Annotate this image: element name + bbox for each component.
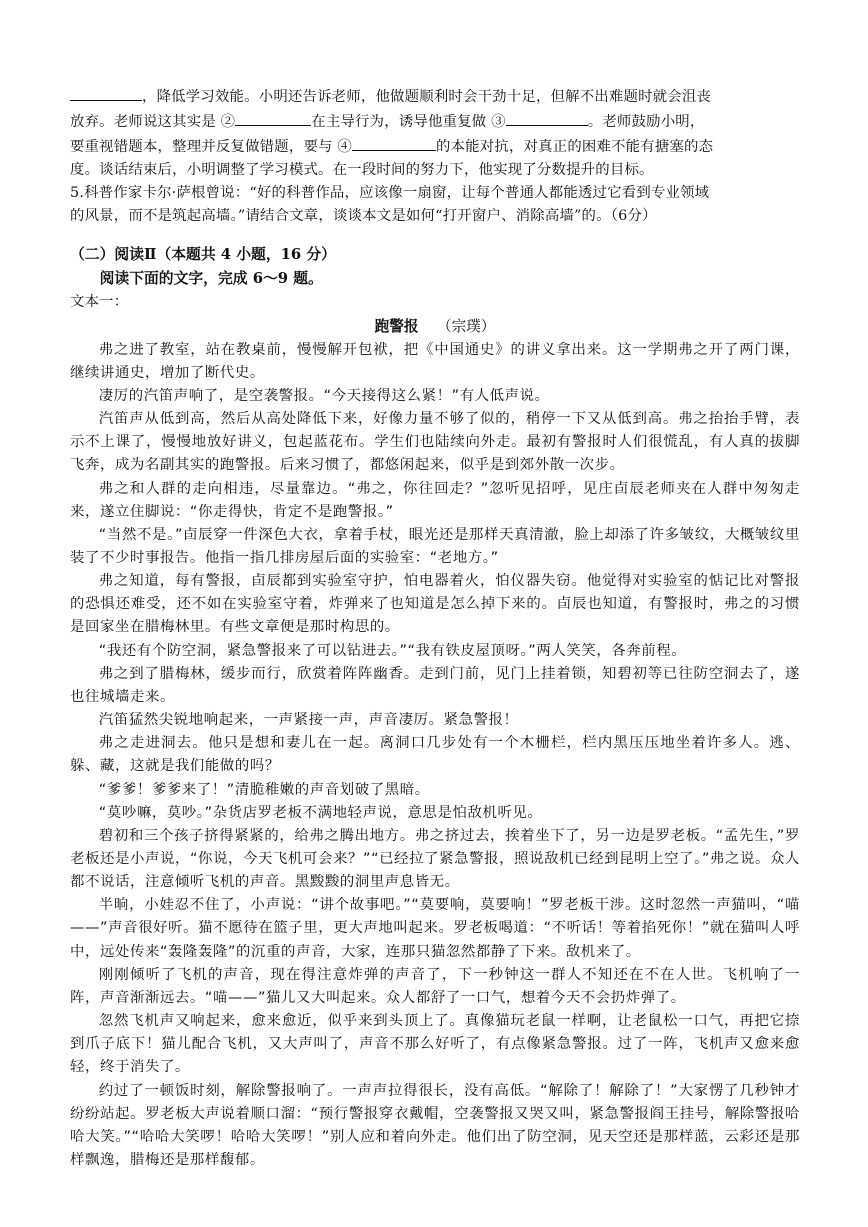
story-paragraph: 弗之知道，每有警报，卣辰都到实验室守护，怕电器着火，怕仪器失窃。他觉得对实验室的惦记比对警报的恐惧还难受，还不如在实验室守着，炸弹来了也知道是怎么掉下来的。卣辰也知道，有警报时，弗之的习惯是回家坐在腊梅林里。有些文章便是那时构思的。: [70, 573, 800, 636]
answer-blank-1[interactable]: [70, 84, 142, 101]
question-4-tail: [70, 84, 800, 182]
q4-line-2: [70, 109, 800, 134]
section-gap: [70, 229, 800, 243]
story-paragraph: 碧初和三个孩子挤得紧紧的，给弗之腾出地方。弗之挤过去，挨着坐下了，另一边是罗老板。“孟先生，”罗老板还是小声说，“你说，今天飞机可会来？”“已经拉了紧急警报，照说敌机已经到昆明上空了。”弗之说。众人都不说话，注意倾听飞机的声音。黑黢黢的洞里声息皆无。: [70, 827, 800, 891]
story-paragraph: “莫吵嘛，莫吵。”杂货店罗老板不满地轻声说，意思是怕敌机听见。: [98, 804, 543, 821]
story-author: （宗璞）: [436, 317, 496, 335]
story-paragraph: 弗之和人群的走向相违，尽量靠边。“弗之，你往回走？”忽听见招呼，见庄卣辰老师夹在人群中匆匆走来，遂立住脚说：“你走得快，肯定不是跑警报。”: [70, 480, 800, 520]
answer-blank-2[interactable]: [235, 109, 311, 126]
question-5: [70, 182, 800, 228]
q4-line-3-text-b: 的本能对抗，对真正的困难不能有搪塞的态: [436, 139, 714, 156]
story-paragraph: 约过了一顿饭时刻，解除警报响了。一声声拉得很长，没有高低。“解除了！解除了！”大家愣了几秒钟才纷纷站起。罗老板大声说着顺口溜：“预行警报穿衣戴帽，空袭警报又哭又叫，紧急警报阎王挂号，解除警报哈哈大笑。”“哈哈大笑啰！哈哈大笑啰！”别人应和着向外走。他们出了防空洞，见天空还是那样蓝，云彩还是那样飘逸，腊梅还是那样馥郁。: [70, 1082, 800, 1169]
q4-line-1-text: ，降低学习效能。小明还告诉老师，他做题顺利时会干劲十足，但解不出难题时就会沮丧: [142, 89, 712, 105]
story-paragraph: 刚刚倾听了飞机的声音，现在得注意炸弹的声音了，下一秒钟这一群人不知还在不在人世。飞机响了一阵，声音渐渐远去。“喵——”猫儿又大叫起来。众人都舒了一口气，想着今天不会扔炸弹了。: [70, 966, 800, 1006]
story-paragraph: 凄厉的汽笛声响了，是空袭警报。“今天接得这么紧！”有人低声说。: [98, 387, 550, 404]
story-paragraph: “当然不是。”卣辰穿一件深色大衣，拿着手杖，眼光还是那样天真清澈，脸上却添了许多皱纹，大概皱纹里装了不少时事报告。他指一指几排房屋后面的实验室：“老地方。”: [70, 526, 800, 566]
q4-line-3-text-a: 要重视错题本，整理并反复做错题，要与 ④: [70, 139, 352, 156]
story-paragraph: 弗之到了腊梅林，缓步而行，欣赏着阵阵幽香。走到门前，见门上挂着锁，知碧初等已往防空洞去了，遂也往城墙走来。: [70, 665, 800, 705]
q5-line-2: 的风景，而不是筑起高墙。”请结合文章，谈谈本文是如何“打开窗户、消除高墙”的。（6分）: [70, 208, 657, 225]
story-paragraph: 弗之进了教室，站在教桌前，慢慢解开包袱，把《中国通史》的讲义拿出来。这一学期弗之开了两门课，继续讲通史，增加了断代史。: [70, 341, 800, 381]
page-content: [70, 84, 800, 1172]
q4-line-4: 度。谈话结束后，小明调整了学习模式。在一段时间的努力下，他实现了分数提升的目标。: [70, 162, 654, 179]
section-heading: （二）阅读Ⅱ（本题共 4 小题，16 分）: [70, 245, 336, 263]
story-paragraph: “爹爹！爹爹来了！”清脆稚嫩的声音划破了黑暗。: [98, 781, 430, 798]
story-paragraph: 忽然飞机声又响起来，愈来愈近，似乎来到头顶上了。真像猫玩老鼠一样啊，让老鼠松一口气，再把它捺到爪子底下！猫儿配合飞机，又大声叫了，声音不那么好听了，有点像紧急警报。过了一阵，飞机声又愈来愈轻，终于消失了。: [70, 1013, 800, 1076]
answer-blank-3[interactable]: [506, 109, 588, 126]
q4-line-1: [70, 84, 800, 109]
text-label: 文本一：: [70, 293, 129, 310]
story-paragraph: “我还有个防空洞，紧急警报来了可以钻进去。”“我有铁皮屋顶呀。”两人笑笑，各奔前程。: [98, 642, 687, 659]
story-paragraph: 汽笛猛然尖锐地响起来，一声紧接一声，声音凄厉。紧急警报！: [98, 712, 519, 729]
story-body: [70, 339, 800, 1173]
story-paragraph: 弗之走进洞去。他只是想和妻儿在一起。离洞口几步处有一个木栅栏，栏内黑压压地坐着许多人。逃、躲、藏，这就是我们能做的吗？: [70, 735, 800, 775]
q4-line-3: [70, 134, 800, 159]
section-instruction: 阅读下面的文字，完成 6～9 题。: [99, 269, 323, 287]
q4-line-2-text-c: 。老师鼓励小明，: [587, 114, 705, 131]
story-title: 跑警报: [374, 317, 419, 335]
story-title-line: [70, 315, 800, 339]
story-paragraph: 汽笛声从低到高，然后从高处降低下来，好像力量不够了似的，稍停一下又从低到高。弗之抬抬手臂，表示不上课了，慢慢地放好讲义，包起蓝花布。学生们也陆续向外走。最初有警报时人们很慌乱，有人真的拔脚飞奔，成为名副其实的跑警报。后来习惯了，都悠闲起来，似乎是到郊外散一次步。: [70, 411, 800, 474]
q5-line-1: 5.科普作家卡尔·萨根曾说：“好的科普作品，应该像一扇窗，让每个普通人都能透过它看到专业领域: [70, 185, 710, 202]
story-paragraph: 半晌，小娃忍不住了，小声说：“讲个故事吧。”“莫要响，莫要响！”罗老板干涉。这时忽然一声猫叫，“喵——”声音很好听。猫不愿待在篮子里，更大声地叫起来。罗老板喝道：“不听话！等着掐死你！”就在猫叫人呼中，远处传来“轰隆轰隆”的沉重的声音，大家，连那只猫忽然都静了下来。敌机来了。: [70, 897, 800, 960]
answer-blank-4[interactable]: [352, 134, 436, 151]
q4-line-2-text-a: 放弃。老师说这其实是 ②: [70, 114, 236, 131]
q4-line-2-text-b: 在主导行为，诱导他重复做 ③: [311, 114, 506, 131]
